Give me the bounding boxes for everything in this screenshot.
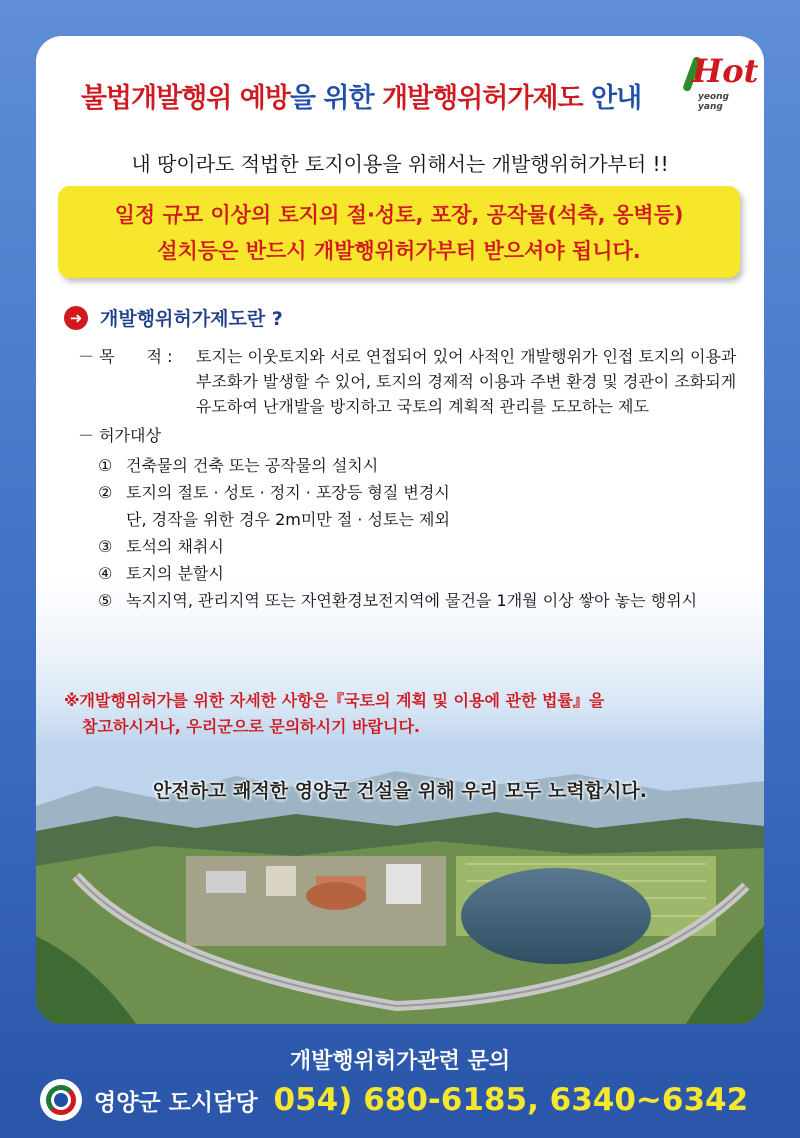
title-part-3: 개발행위허가제도 [381, 83, 583, 114]
county-emblem-icon [40, 1079, 82, 1121]
item-text: 녹지지역, 관리지역 또는 자연환경보전지역에 물건을 1개월 이상 쌓아 놓는 행위시 [126, 591, 698, 610]
section-heading-text: 개발행위허가제도란 ? [100, 308, 283, 330]
slogan: 안전하고 쾌적한 영양군 건설을 위해 우리 모두 노력합시다. [152, 780, 648, 802]
title-part-2: 을 위한 [289, 83, 382, 114]
list-item [98, 479, 748, 506]
list-item [98, 560, 748, 587]
item-number: ⑤ [98, 591, 113, 610]
target-list [98, 452, 748, 614]
list-item [98, 533, 748, 560]
notice-line-1: 일정 규모 이상의 토지의 절·성토, 포장, 공작물(석축, 옹벽등) [114, 203, 684, 227]
title-part-4: 안내 [582, 83, 642, 114]
logo-subtext: yeong yang [698, 92, 730, 112]
poster-card [36, 36, 764, 1024]
section-body [78, 344, 748, 614]
yeongyang-hot-logo [686, 52, 759, 112]
target-label: － 허가대상 [78, 426, 161, 445]
office-name: 영양군 도시담당 [94, 1089, 258, 1116]
item-number [98, 506, 126, 533]
phone-number: 054) 680-6185, 6340~6342 [273, 1082, 749, 1118]
list-item [98, 506, 748, 533]
item-text: 토지의 분할시 [126, 564, 224, 583]
item-number: ③ [98, 537, 113, 556]
footer-title: 개발행위허가관련 문의 [289, 1049, 511, 1074]
item-text: 건축물의 건축 또는 공작물의 설치시 [126, 456, 379, 475]
item-number: ① [98, 456, 113, 475]
purpose-label: － 목 적 : [78, 347, 173, 366]
item-number: ④ [98, 564, 113, 583]
item-text: 토석의 채취시 [126, 537, 224, 556]
item-number: ② [98, 483, 113, 502]
item-text: 단, 경작을 위한 경우 2m미만 절 · 성토는 제외 [126, 510, 450, 529]
title-part-1: 불법개발행위 예방 [80, 83, 290, 114]
section-heading [64, 304, 283, 331]
item-text: 토지의 절토 · 성토 · 정지 · 포장등 형질 변경시 [126, 483, 450, 502]
notice-line-2: 설치등은 반드시 개발행위허가부터 받으셔야 됩니다. [157, 239, 641, 263]
reference-note [64, 688, 754, 740]
note-line-2: 참고하시거나, 우리군으로 문의하시기 바랍니다. [82, 717, 420, 736]
notice-box [58, 186, 740, 278]
purpose-row [78, 344, 748, 419]
footer-contact [40, 1078, 748, 1122]
subtitle: 내 땅이라도 적법한 토지이용을 위해서는 개발행위허가부터 !! [131, 152, 669, 176]
purpose-text: 토지는 이웃토지와 서로 연접되어 있어 사적인 개발행위가 인접 토지의 이용과 부조화가 발생할 수 있어, 토지의 경제적 이용과 주변 환경 및 경관이 조화되게 유도하여 난개발을 방지하고 국토의 계획적 관리를 도모하는 제도 [196, 347, 737, 416]
note-line-1: ※개발행위허가를 위한 자세한 사항은『국토의 계획 및 이용에 관한 법률』을 [64, 691, 605, 710]
list-item [98, 452, 748, 479]
page-title [36, 76, 686, 115]
arrow-right-icon: ➜ [64, 306, 88, 330]
list-item [98, 587, 748, 614]
logo-text: Hot [692, 52, 759, 90]
